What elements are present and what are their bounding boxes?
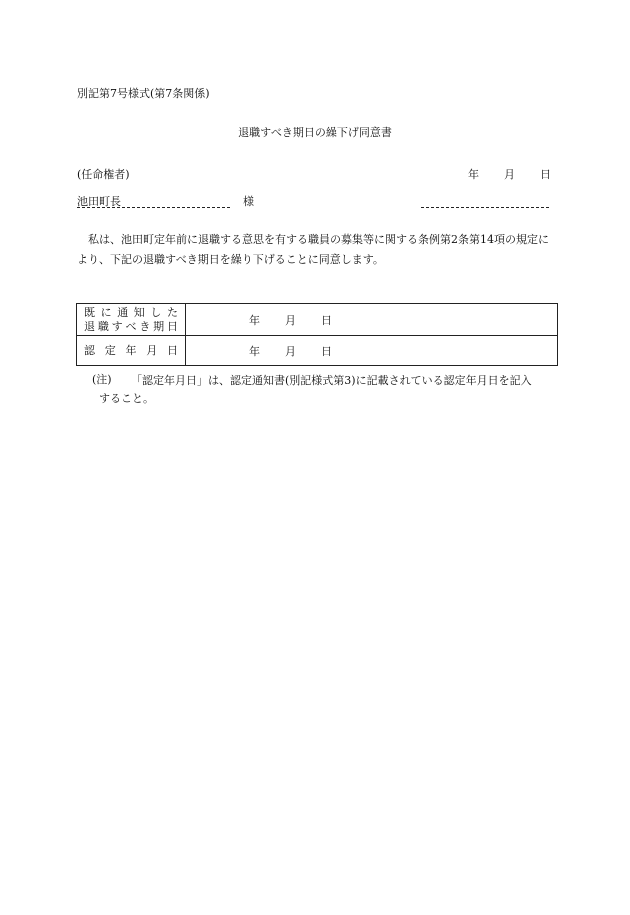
day-label: 日 bbox=[321, 313, 332, 327]
document-title: 退職すべき期日の繰下げ同意書 bbox=[238, 126, 392, 139]
dates-table bbox=[76, 303, 558, 366]
date-year-label: 年 bbox=[468, 168, 479, 181]
signature-underline bbox=[421, 207, 549, 208]
note-continuation: すること。 bbox=[99, 392, 154, 405]
form-number: 別記第7号様式(第7条関係) bbox=[77, 87, 210, 100]
notified-retirement-date-field[interactable] bbox=[186, 304, 558, 336]
label-line: 退 職 す べ き 期 日 bbox=[84, 319, 178, 333]
note-mark: (注) bbox=[92, 373, 112, 386]
day-label: 日 bbox=[321, 344, 332, 358]
appointer-label: (任命権者) bbox=[77, 168, 130, 181]
year-label: 年 bbox=[249, 313, 260, 327]
consent-statement: 私は、池田町定年前に退職する意思を有する職員の募集等に関する条例第2条第14項の規定により、下記の退職すべき期日を繰り下げることに同意します。 bbox=[77, 233, 549, 266]
table-row bbox=[77, 336, 558, 366]
note-text: 「認定年月日」は、認定通知書(別記様式第3)に記載されている認定年月日を記入 bbox=[131, 374, 532, 387]
month-label: 月 bbox=[285, 344, 296, 358]
addressee: 池田町長 bbox=[77, 195, 121, 208]
date-day-label: 日 bbox=[540, 168, 551, 181]
addressee-underline bbox=[77, 207, 230, 208]
month-label: 月 bbox=[285, 313, 296, 327]
date-month-label: 月 bbox=[504, 168, 515, 181]
honorific: 様 bbox=[243, 195, 254, 208]
approval-date-field[interactable] bbox=[186, 336, 558, 366]
approval-date-label bbox=[77, 336, 186, 366]
notified-retirement-date-label bbox=[77, 304, 186, 336]
label-line: 認 定 年 月 日 bbox=[84, 343, 178, 357]
table-row bbox=[77, 304, 558, 336]
label-line: 既 に 通 知 し た bbox=[84, 305, 178, 319]
year-label: 年 bbox=[249, 344, 260, 358]
